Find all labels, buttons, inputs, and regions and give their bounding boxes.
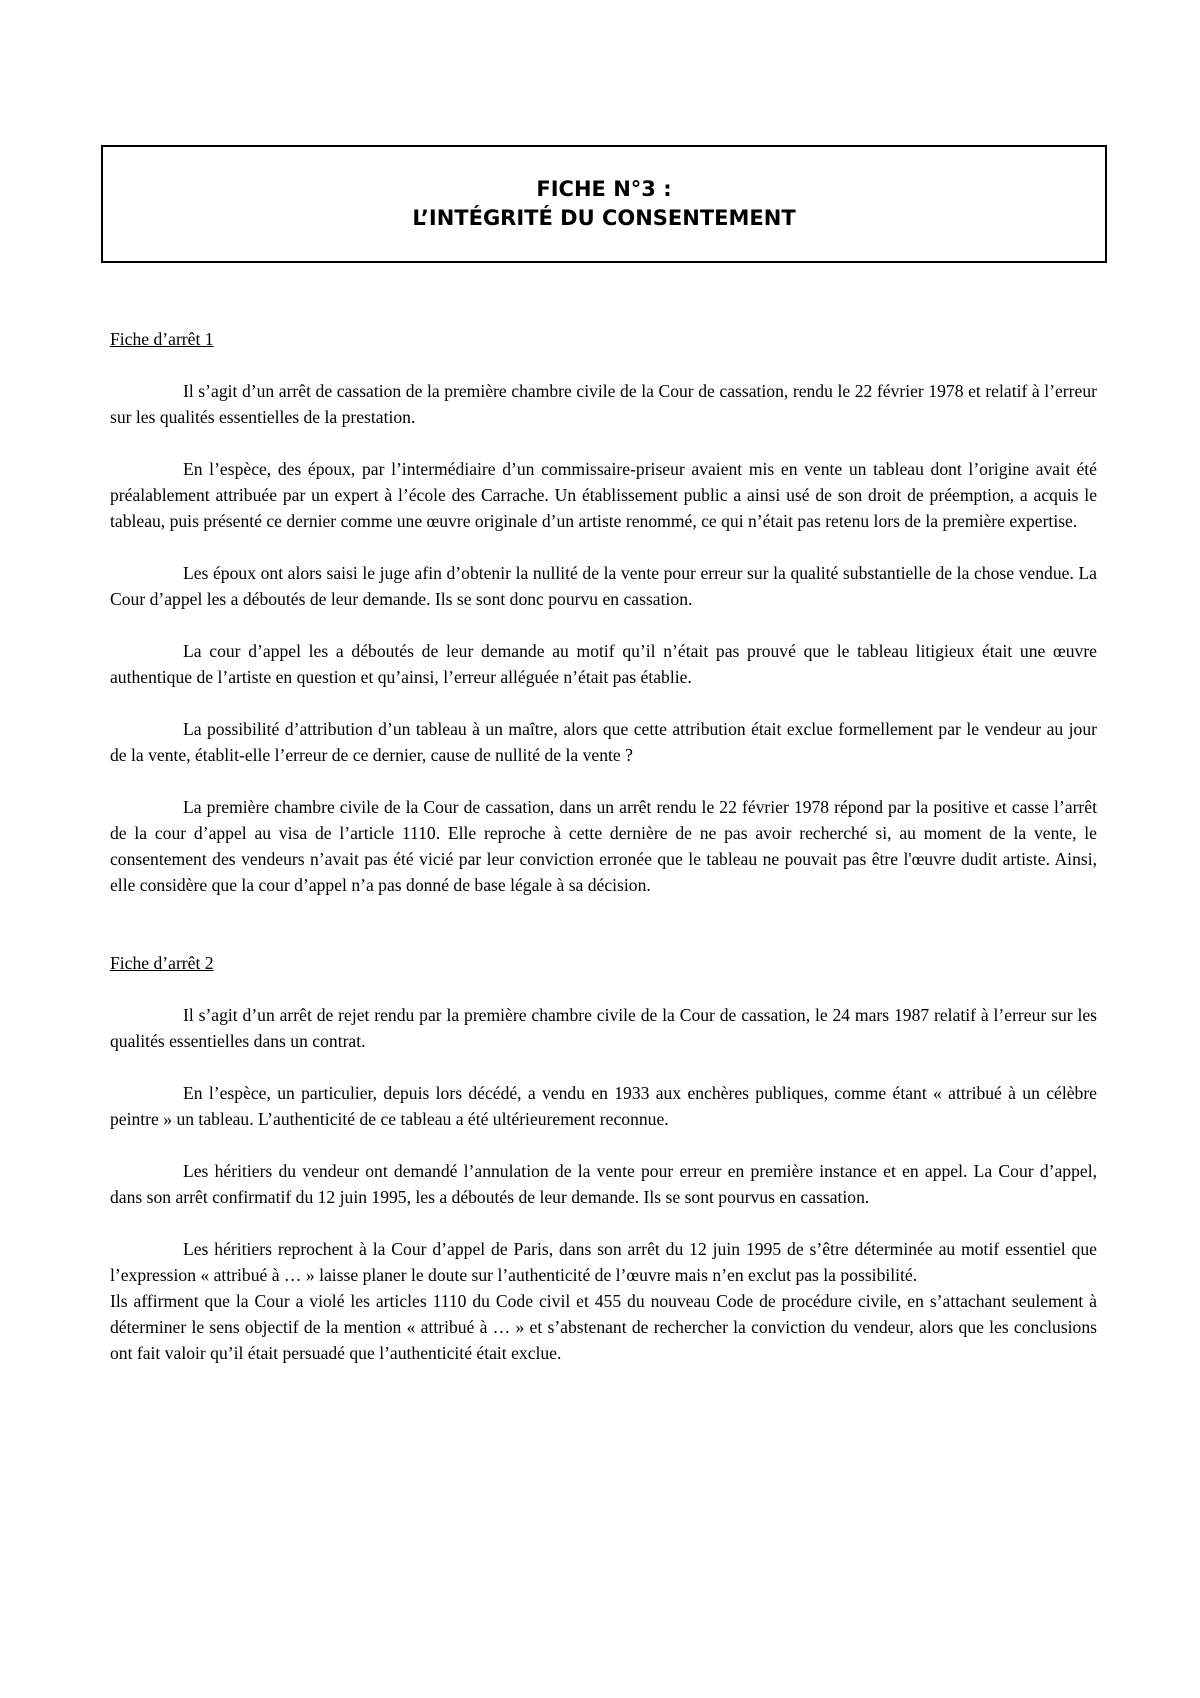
paragraph: Les héritiers reprochent à la Cour d’appel de Paris, dans son arrêt du 12 juin 1995 de s’être déterminée au motif essentiel que l’expression « attribué à … » laisse planer le doute sur l’authenticité de l’œuvre mais n’en exclut pas la possibilité. xyxy=(110,1239,1097,1285)
title-line-1: FICHE N°3 : xyxy=(536,177,672,201)
paragraph: Les héritiers du vendeur ont demandé l’annulation de la vente pour erreur en première instance et en appel. La Cour d’appel, dans son arrêt confirmatif du 12 juin 1995, les a déboutés de leur demande. Ils se sont pourvus en cassation. xyxy=(110,1161,1097,1207)
title-box xyxy=(101,145,1107,263)
paragraph: Ils affirment que la Cour a violé les articles 1110 du Code civil et 455 du nouveau Code de procédure civile, en s’attachant seulement à déterminer le sens objectif de la mention « attribué à … » et s’abstenant de rechercher la conviction du vendeur, alors que les conclusions ont fait valoir qu’il était persuadé que l’authenticité était exclue. xyxy=(110,1291,1097,1363)
paragraph: Les époux ont alors saisi le juge afin d’obtenir la nullité de la vente pour erreur sur la qualité substantielle de la chose vendue. La Cour d’appel les a déboutés de leur demande. Ils se sont donc pourvu en cassation. xyxy=(110,563,1097,609)
paragraph: La cour d’appel les a déboutés de leur demande au motif qu’il n’était pas prouvé que le tableau litigieux était une œuvre authentique de l’artiste en question et qu’ainsi, l’erreur alléguée n’était pas établie. xyxy=(110,641,1097,687)
paragraph: La possibilité d’attribution d’un tableau à un maître, alors que cette attribution était exclue formellement par le vendeur au jour de la vente, établit-elle l’erreur de ce dernier, cause de nullité de la vente ? xyxy=(110,719,1097,765)
paragraph: En l’espèce, des époux, par l’intermédiaire d’un commissaire-priseur avaient mis en vente un tableau dont l’origine avait été préalablement attribuée par un expert à l’école des Carrache. Un établissement public a ainsi usé de son droit de préemption, a acquis le tableau, puis présenté ce dernier comme une œuvre originale d’un artiste renommé, ce qui n’était pas retenu lors de la première expertise. xyxy=(110,459,1097,531)
title-line-2: L’INTÉGRITÉ DU CONSENTEMENT xyxy=(412,206,796,230)
section-heading-2: Fiche d’arrêt 2 xyxy=(110,953,214,973)
paragraph: La première chambre civile de la Cour de cassation, dans un arrêt rendu le 22 février 1978 répond par la positive et casse l’arrêt de la cour d’appel au visa de l’article 1110. Elle reproche à cette dernière de ne pas avoir recherché si, au moment de la vente, le consentement des vendeurs n’avait pas été vicié par leur conviction erronée que le tableau ne pouvait pas être l'œuvre dudit artiste. Ainsi, elle considère que la cour d’appel n’a pas donné de base légale à sa décision. xyxy=(110,797,1097,895)
section-spacer xyxy=(110,898,1097,950)
document-body xyxy=(110,326,1097,1366)
paragraph: Il s’agit d’un arrêt de cassation de la première chambre civile de la Cour de cassation, rendu le 22 février 1978 et relatif à l’erreur sur les qualités essentielles de la prestation. xyxy=(110,381,1097,427)
section-heading-1: Fiche d’arrêt 1 xyxy=(110,329,214,349)
paragraph: En l’espèce, un particulier, depuis lors décédé, a vendu en 1933 aux enchères publiques, comme étant « attribué à un célèbre peintre » un tableau. L’authenticité de ce tableau a été ultérieurement reconnue. xyxy=(110,1083,1097,1129)
paragraph: Il s’agit d’un arrêt de rejet rendu par la première chambre civile de la Cour de cassation, le 24 mars 1987 relatif à l’erreur sur les qualités essentielles dans un contrat. xyxy=(110,1005,1097,1051)
